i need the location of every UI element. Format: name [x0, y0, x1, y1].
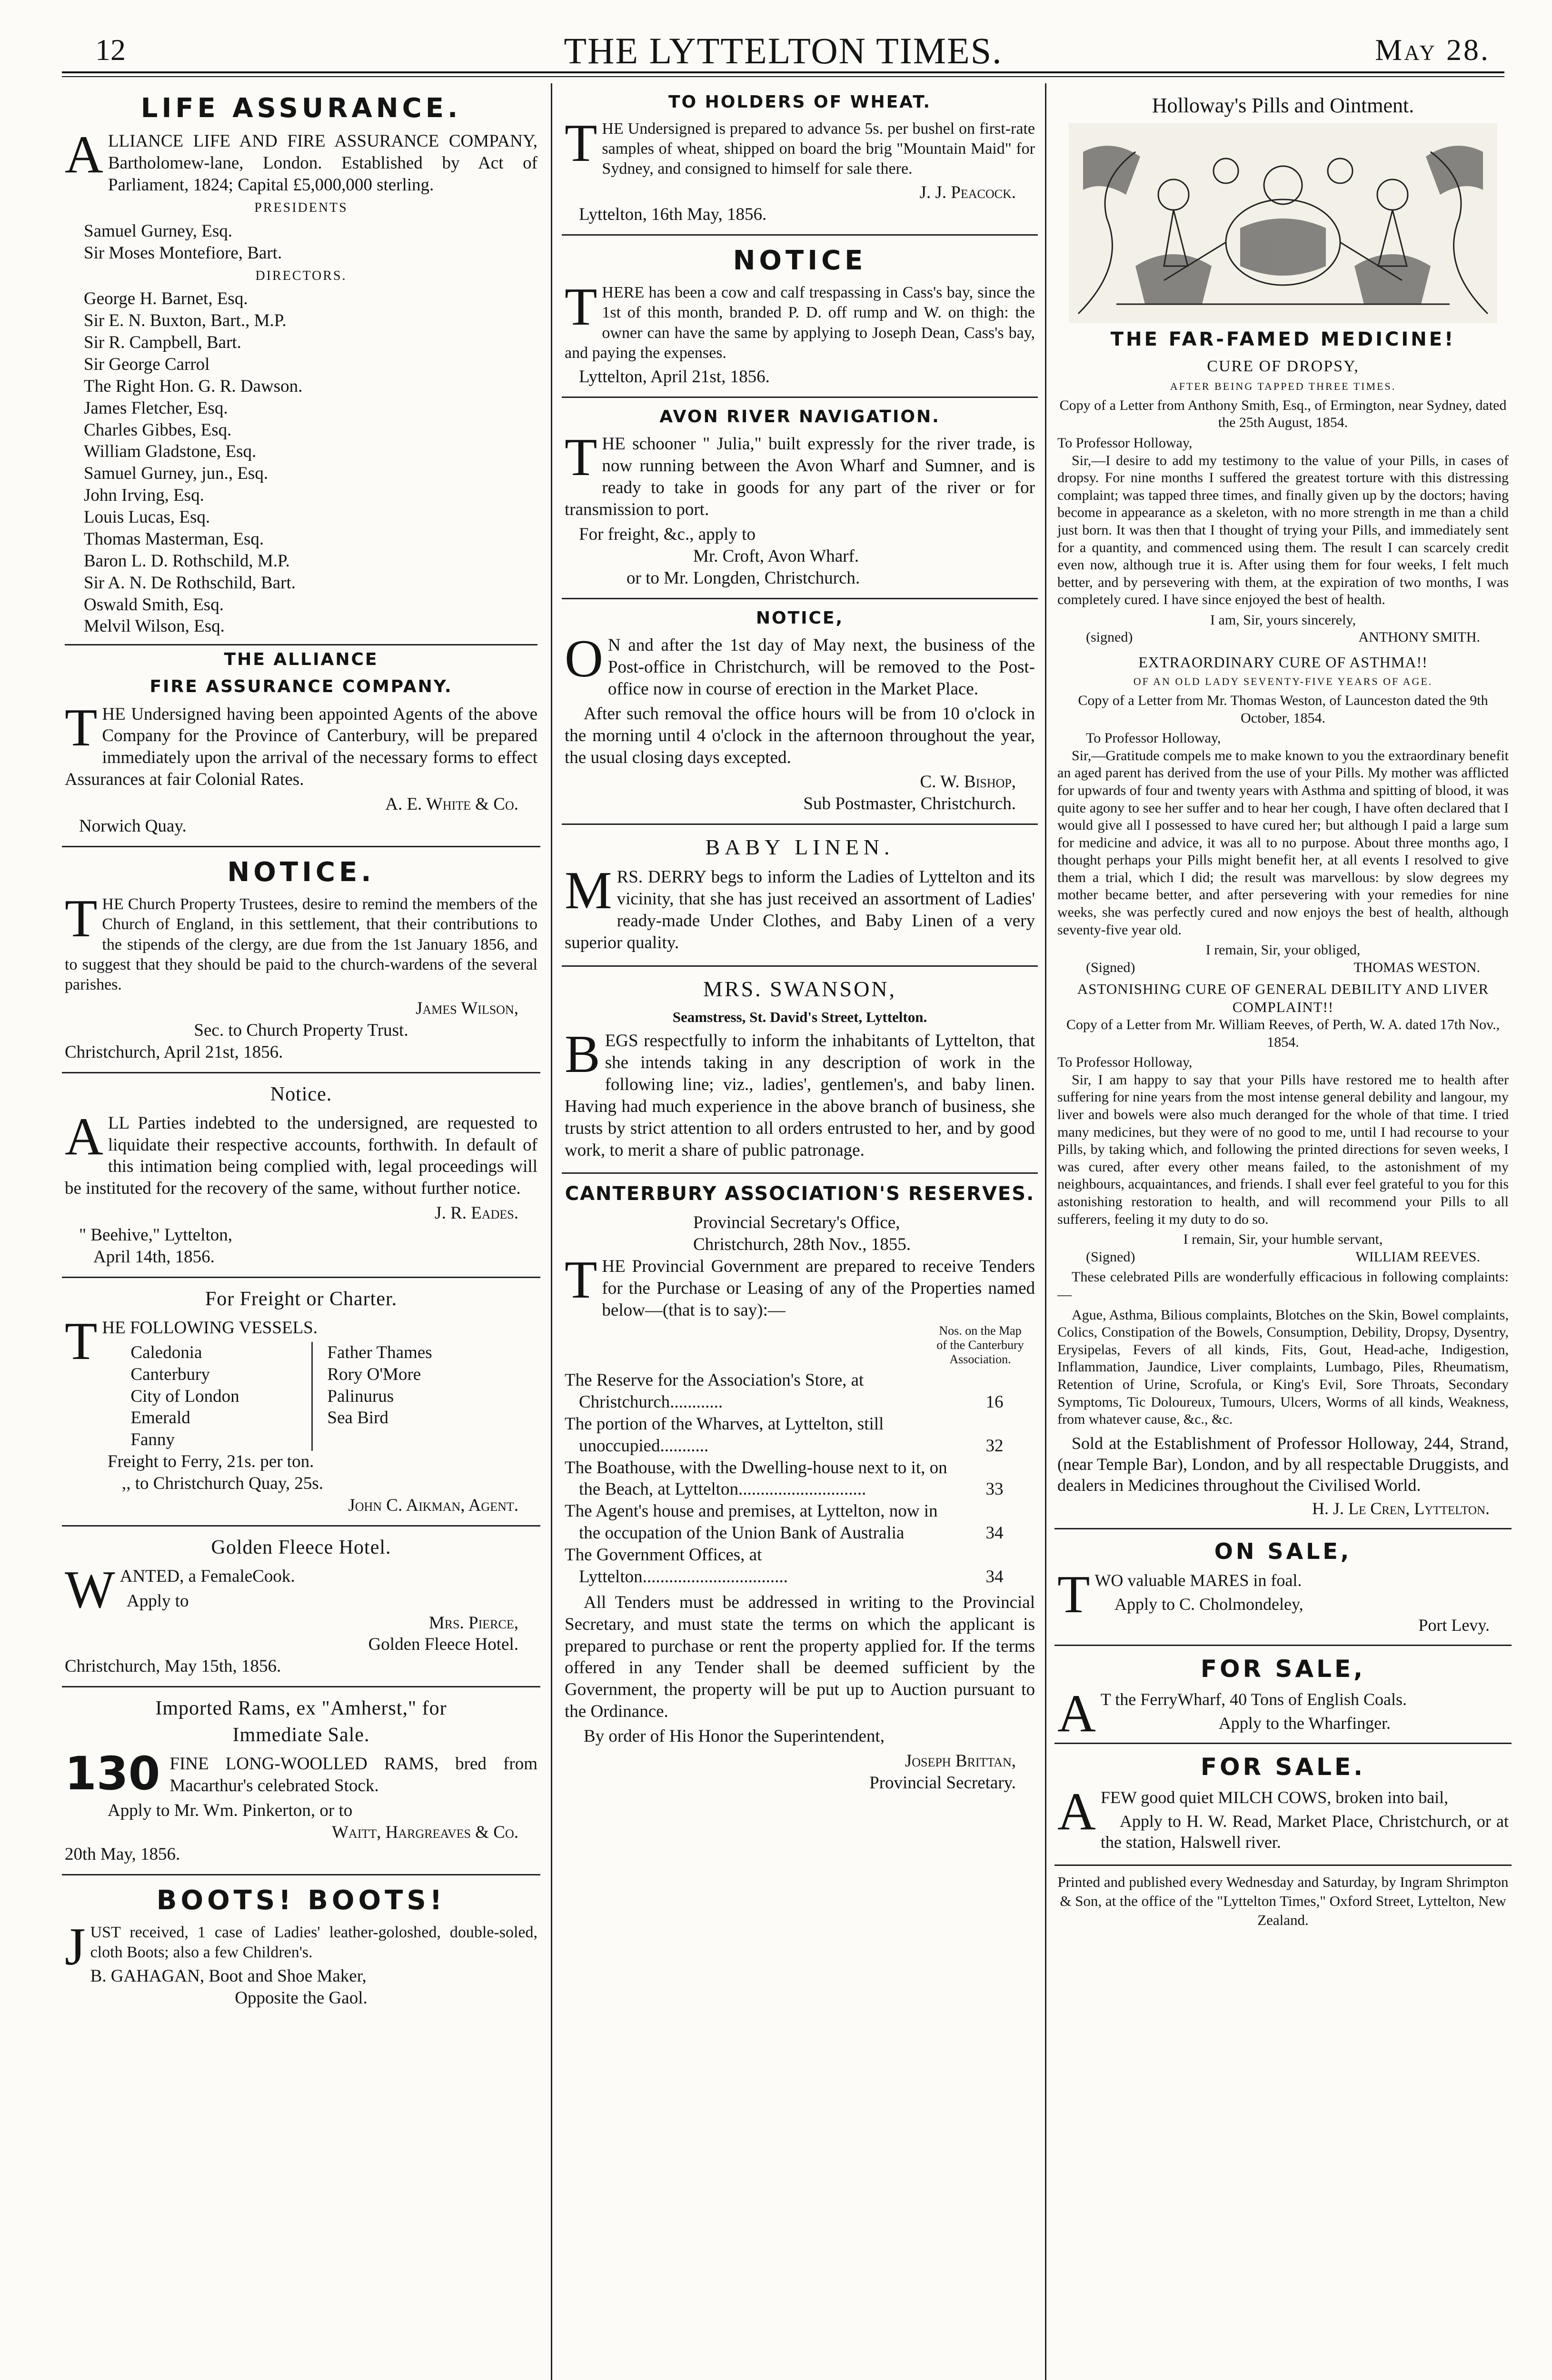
- signature-title: Sub Postmaster, Christchurch.: [803, 794, 1016, 814]
- list-item: Melvil Wilson, Esq.: [84, 616, 225, 636]
- letter-signature: (signed) ANTHONY SMITH.: [1086, 629, 1480, 645]
- ad-heading: NOTICE,: [756, 608, 844, 628]
- ad-body: THERE has been a cow and calf trespassing in Cass's bay, since the 1st of this month, branded P. D. off rump and W. on thigh: the owner can have the same by applying to Joseph Dean, Cass's bay, and paying the expenses.: [565, 278, 1035, 362]
- list-item: Louis Lucas, Esq.: [84, 507, 210, 527]
- list-item: Samuel Gurney, Esq.: [84, 221, 233, 241]
- ad-heading: FOR SALE,: [1200, 1655, 1366, 1683]
- directors-label: DIRECTORS.: [255, 268, 347, 283]
- list-item: James Fletcher, Esq.: [84, 398, 228, 418]
- cure-subtitle: OF AN OLD LADY SEVENTY-FIVE YEARS OF AGE.: [1133, 675, 1433, 688]
- dateline: Christchurch, 28th Nov., 1855.: [693, 1234, 911, 1254]
- letter-close: I remain, Sir, your obliged,: [1205, 942, 1361, 958]
- letter-body: Sir,—I desire to add my testimony to the value of your Pills, in cases of dropsy. For nine months I suffered the greatest torture with this distressing complaint; was tapped three times, and finally given up by the doctors; having become in appearance as a skeleton, with no more strength in me than a child just born. It was then that I thought of trying your Pills, and immediately sent for a quantity, and commenced using them. The result I can scarcely credit even now, although true it is. After using them for four weeks, I felt much better, and by persevering with them, at the expiration of two months, I was completely cured. I have since enjoyed the best of health.: [1057, 452, 1509, 608]
- medicine-engraving-illustration: [1069, 123, 1497, 323]
- cure-title: EXTRAORDINARY CURE OF ASTHMA!!: [1138, 654, 1428, 671]
- list-item: Sir Moses Montefiore, Bart.: [84, 243, 282, 263]
- life-assurance-ad: [62, 83, 540, 847]
- address: Port Levy.: [1418, 1616, 1490, 1635]
- signature: Mrs. Pierce,: [428, 1613, 518, 1633]
- cure-subtitle: AFTER BEING TAPPED THREE TIMES.: [1170, 380, 1396, 392]
- ad-heading: ON SALE,: [1214, 1538, 1352, 1565]
- ad-heading: Golden Fleece Hotel.: [211, 1536, 391, 1558]
- list-item: The Reserve for the Association's Store, at Christchurch............ 16: [565, 1370, 1004, 1412]
- alliance-subheading: FIRE ASSURANCE COMPANY.: [149, 676, 453, 696]
- freight-rate: ,, to Christchurch Quay, 25s.: [122, 1474, 324, 1493]
- apply-line: Apply to Mr. Wm. Pinkerton, or to: [108, 1801, 353, 1821]
- letter-intro: Copy of a Letter from Mr. William Reeves, of Perth, W. A. dated 17th Nov., 1854.: [1066, 1017, 1500, 1050]
- ad-body: AT the FerryWharf, 40 Tons of English Coals.: [1057, 1684, 1407, 1744]
- freight-rate: Freight to Ferry, 21s. per ton.: [108, 1452, 314, 1472]
- list-item: The Boathouse, with the Dwelling-house next to it, on the Beach, at Lyttelton............................. 33: [565, 1458, 1004, 1499]
- boots-ad: [62, 1875, 540, 2018]
- debt-notice-ad: [62, 1073, 540, 1278]
- apply-line: Apply to: [127, 1591, 189, 1611]
- office-line: Provincial Secretary's Office,: [693, 1213, 900, 1232]
- freight-ad: [62, 1278, 540, 1527]
- ad-heading: Notice.: [270, 1083, 332, 1105]
- dateline: Christchurch, April 21st, 1856.: [65, 1042, 283, 1062]
- list-item: The portion of the Wharves, at Lyttelton, still unoccupied........... 32: [565, 1414, 1004, 1456]
- letter-close: I remain, Sir, your humble servant,: [1183, 1231, 1383, 1248]
- column-3: [1055, 83, 1512, 2380]
- ad-heading: TO HOLDERS OF WHEAT.: [668, 92, 931, 112]
- signature: James Wilson,: [416, 998, 518, 1018]
- letter-salutation: To Professor Holloway,: [1086, 730, 1221, 746]
- column-1: [62, 83, 540, 2380]
- dateline: Christchurch, May 15th, 1856.: [65, 1656, 281, 1676]
- list-item: Canterbury: [130, 1364, 210, 1384]
- ad-subheading: Immediate Sale.: [232, 1724, 370, 1746]
- ad-body: All Tenders must be addressed in writing to the Provincial Secretary, and must state the terms on which the applicant is prepared to purchase or rent the property applied for. If the terms offered in any Tender shall be deemed sufficient by the Government, the property will be put up to Auction pursuant to the Ordinance.: [565, 1592, 1035, 1722]
- list-item: Thomas Masterman, Esq.: [84, 529, 264, 549]
- ad-body: ALLIANCE LIFE AND FIRE ASSURANCE COMPANY, Bartholomew-lane, London. Established by Act of Parliament, 1824; Capital £5,000,000 sterling.: [65, 125, 537, 195]
- ad-body: 130 FINE LONG-WOOLLED RAMS, bred from Macarthur's celebrated Stock.: [65, 1747, 537, 1801]
- sold-at: Sold at the Establishment of Professor Holloway, 244, Strand, (near Temple Bar), London, and by all respectable Druggists, and dealers in Medicines throughout the Civilised World.: [1057, 1433, 1509, 1495]
- printer-imprint: Printed and published every Wednesday and Saturday, by Ingram Shrimpton & Son, at the office of the "Lyttelton Times," Oxford Street, Lyttelton, New Zealand.: [1057, 1873, 1509, 1929]
- masthead: [62, 24, 1504, 71]
- baby-linen-ad: [562, 825, 1038, 967]
- list-item: The Right Hon. G. R. Dawson.: [84, 376, 303, 396]
- complaints-intro: These celebrated Pills are wonderfully efficacious in following complaints:—: [1057, 1269, 1509, 1302]
- apply-line: Apply to the Wharfinger.: [1218, 1714, 1391, 1733]
- signature: B. GAHAGAN, Boot and Shoe Maker,: [90, 1966, 367, 1986]
- signature-title: Sec. to Church Property Trust.: [194, 1020, 408, 1040]
- letter-salutation: To Professor Holloway,: [1057, 435, 1193, 451]
- signature: J. J. Peacock.: [919, 183, 1016, 203]
- ad-body: THE Undersigned is prepared to advance 5s. per bushel on first-rate samples of wheat, shipped on board the brig "Mountain Maid" for Sydney, and consigned to himself for sale there.: [565, 113, 1035, 178]
- signature: Joseph Brittan,: [905, 1751, 1016, 1771]
- ad-heading: For Freight or Charter.: [205, 1288, 398, 1310]
- letter-body: Sir,—Gratitude compels me to make known to you the extraordinary benefit an aged parent has derived from the use of your Pills. My mother was afflicted for upwards of four and twenty years with Asthma and spitting of blood, it was quite agony to see her suffer and to hear her cough, I have often declared that I would give all I possessed to have cured her; but although I paid a large sum for medicine and advice, it was all to no purpose. About three months ago, I thought perhaps your Pills might benefit her, at all events I resolved to give them a trial, which I did; the result was marvellous: by slow degrees my mother became better, and after persevering with your remedies for nine weeks, she was perfectly cured and now enjoys the best of health, although seventy-five year old.: [1057, 747, 1509, 938]
- ad-body: WANTED, a FemaleCook.: [65, 1560, 295, 1619]
- cure-title: CURE OF DROPSY,: [1207, 357, 1359, 376]
- dateline: 20th May, 1856.: [65, 1844, 180, 1864]
- issue-date: May 28.: [1375, 33, 1490, 67]
- directors-list: [65, 288, 537, 637]
- list-item: The Agent's house and premises, at Lyttelton, now in the occupation of the Union Bank of Australia 34: [565, 1501, 1004, 1543]
- ad-heading: BABY LINEN.: [705, 835, 895, 860]
- list-item: Samuel Gurney, jun., Esq.: [84, 464, 269, 484]
- alliance-heading: THE ALLIANCE: [224, 650, 378, 670]
- list-item: Sir A. N. De Rothschild, Bart.: [84, 573, 296, 593]
- list-item: Baron L. D. Rothschild, M.P.: [84, 551, 290, 571]
- complaints-list: Ague, Asthma, Bilious complaints, Blotches on the Skin, Bowel complaints, Colics, Constipation of the Bowels, Consumption, Debility, Dropsy, Dysentry, Erysipelas, Fevers of all kinds, Fits, Gout, Head-ache, Indigestion, Inflammation, Jaundice, Liver complaints, Lumbago, Piles, Rheumatism, Retention of Urine, Scrofula, or King's Evil, Sore Throats, Secondary Symptoms, Tic Doloureux, Tumours, Ulcers, Worms of all kinds, Weakness, from whatever cause, &c., &c.: [1057, 1307, 1509, 1428]
- agent-line: Mr. Croft, Avon Wharf.: [693, 546, 859, 566]
- list-item: Emerald: [130, 1408, 190, 1428]
- dateline: Lyttelton, 16th May, 1856.: [579, 204, 767, 224]
- dateline: Lyttelton, April 21st, 1856.: [579, 367, 770, 387]
- apply-line: Apply to H. W. Read, Market Place, Christchurch, or at the station, Halswell river.: [1100, 1811, 1509, 1852]
- ad-body: MRS. DERRY begs to inform the Ladies of Lyttelton and its vicinity, that she has just received an assortment of Ladies' ready-made Under Clothes, and Baby Linen of a very superior quality.: [565, 861, 1035, 952]
- ad-body: BEGS respectfully to inform the inhabitants of Lyttelton, that she intends taking in any description of work in the following line; viz., ladies', gentlemen's, and baby linen. Having had much experience in the above branch of business, she trusts by strict attention to all orders entrusted to her, and by good work, to merit a share of public patronage.: [565, 1025, 1035, 1160]
- ad-body: TWO valuable MARES in foal.: [1057, 1565, 1302, 1625]
- ad-body: AFEW good quiet MILCH COWS, broken into bail,: [1057, 1782, 1449, 1841]
- golden-fleece-ad: [62, 1527, 540, 1687]
- list-item: Oswald Smith, Esq.: [84, 595, 224, 615]
- address: " Beehive," Lyttelton,: [79, 1225, 233, 1245]
- ad-heading: AVON RIVER NAVIGATION.: [659, 407, 940, 426]
- letter-intro: Copy of a Letter from Mr. Thomas Weston, of Launceston dated the 9th October, 1854.: [1078, 692, 1488, 726]
- ad-body: THE FOLLOWING VESSELS.: [65, 1311, 318, 1371]
- signature: J. R. Eades.: [435, 1203, 518, 1223]
- signature-place: Golden Fleece Hotel.: [368, 1635, 518, 1655]
- cows-sale-ad: [1055, 1744, 1512, 1866]
- column-divider: [1045, 83, 1046, 2380]
- swanson-ad: [562, 967, 1038, 1174]
- cure-title: ASTONISHING CURE OF GENERAL DEBILITY AND LIVER COMPLAINT!!: [1077, 981, 1489, 1016]
- presidents-label: PRESIDENTS: [254, 200, 348, 216]
- tender-list: [565, 1369, 1035, 1588]
- ad-body: ON and after the 1st day of May next, the business of the Post-office in Christchurch, will be removed to the Post-office now in course of erection in the Market Place.: [565, 629, 1035, 699]
- agent-line: or to Mr. Longden, Christchurch.: [627, 568, 860, 588]
- signature: John C. Aikman, Agent.: [348, 1495, 518, 1515]
- ad-body: After such removal the office hours will be from 10 o'clock in the morning until 4 o'clock in the afternoon throughout the year, the usual closing days excepted.: [565, 704, 1035, 767]
- ad-heading: NOTICE.: [227, 856, 375, 888]
- rams-ad: [62, 1687, 540, 1875]
- signature-title: Provincial Secretary.: [869, 1773, 1016, 1793]
- map-number-label: Nos. on the Map of the Canterbury Association.: [936, 1324, 1024, 1367]
- vessel-list: [102, 1342, 537, 1451]
- letter-close: I am, Sir, yours sincerely,: [1210, 612, 1356, 628]
- ad-body: THE Church Property Trustees, desire to remind the members of the Church of England, in this settlement, that their contributions to the stipends of the clergy, are due from the 1st January 1856, and to suggest that they should be paid to the church-wardens of the several parishes.: [65, 889, 537, 993]
- ad-body: By order of His Honor the Superintendent,: [584, 1726, 885, 1746]
- list-item: Sir R. Campbell, Bart.: [84, 333, 241, 352]
- list-item: Rory O'More: [327, 1364, 421, 1384]
- letter-intro: Copy of a Letter from Anthony Smith, Esq., of Ermington, near Sydney, dated the 25th August, 1854.: [1059, 397, 1507, 431]
- list-item: Sir George Carrol: [84, 354, 210, 374]
- ad-body: JUST received, 1 case of Ladies' leather-goloshed, double-soled, cloth Boots; also a few Children's.: [65, 1917, 537, 1977]
- letter-signature: (Signed) WILLIAM REEVES.: [1086, 1249, 1480, 1265]
- ad-heading: BOOTS! BOOTS!: [156, 1884, 446, 1916]
- newspaper-title: THE LYTTELTON TIMES.: [564, 30, 1003, 71]
- church-notice-ad: [62, 847, 540, 1073]
- list-item: City of London: [130, 1386, 239, 1406]
- avon-river-ad: [562, 398, 1038, 599]
- list-item: William Gladstone, Esq.: [84, 442, 257, 462]
- letter-salutation: To Professor Holloway,: [1057, 1054, 1193, 1071]
- ad-subheading: THE FAR-FAMED MEDICINE!: [1110, 328, 1456, 350]
- list-item: Father Thames: [327, 1342, 432, 1362]
- ad-heading: Imported Rams, ex "Amherst," for: [155, 1697, 447, 1720]
- ad-heading: FOR SALE.: [1200, 1753, 1366, 1781]
- holloway-ad: [1055, 83, 1512, 1529]
- ram-count: 130: [65, 1747, 160, 1801]
- signature: A. E. White & Co.: [385, 794, 518, 814]
- list-item: Fanny: [130, 1430, 175, 1450]
- ad-body: THE schooner " Julia," built expressly for the river trade, is now running between the Avon Wharf and Sumner, and is ready to take in goods for any part of the river or for transmission to port.: [565, 428, 1035, 520]
- apply-line: Apply to C. Cholmondeley,: [1114, 1595, 1303, 1614]
- list-item: John Irving, Esq.: [84, 486, 204, 506]
- list-item: Charles Gibbes, Esq.: [84, 420, 232, 440]
- letter-body: Sir, I am happy to say that your Pills have restored me to health after suffering for nine years from the most intense general debility and langour, my liver and bowels were also much deranged for the whole of that time. I tried many medicines, but they were of no good to me, until I had recourse to your Pills, by taking which, and following the printed directions for seven weeks, I was cured, after every other means failed, to the astonishment of my neighbours, acquaintances, and friends. I shall ever feel grateful to you for this astonishing restoration to health, and will recommend your Pills to all sufferers, feeling it my duty to do so.: [1057, 1071, 1509, 1227]
- column-divider: [551, 83, 552, 2380]
- ad-heading: NOTICE: [733, 245, 867, 276]
- ad-body: ALL Parties indebted to the undersigned, are requested to liquidate their respective accounts, forthwith. In default of this intimation being complied with, legal proceedings will be instituted for the recovery of the same, without further notice.: [65, 1107, 537, 1199]
- ad-heading: CANTERBURY ASSOCIATION'S RESERVES.: [565, 1183, 1035, 1205]
- dateline: April 14th, 1856.: [93, 1247, 215, 1267]
- list-item: Palinurus: [327, 1386, 394, 1406]
- reserves-ad: [562, 1174, 1038, 1802]
- presidents-list: [65, 220, 537, 264]
- ad-heading: LIFE ASSURANCE.: [140, 93, 462, 124]
- masthead-rule: [62, 71, 1504, 77]
- ad-heading: MRS. SWANSON,: [703, 976, 897, 1001]
- coals-sale-ad: [1055, 1646, 1512, 1744]
- signature: Waitt, Hargreaves & Co.: [332, 1822, 518, 1842]
- apply-line: For freight, &c., apply to: [579, 524, 756, 544]
- ad-body: THE Provincial Government are prepared to receive Tenders for the Purchase or Leasing of any of the Properties named below—(that is to say):—: [565, 1250, 1035, 1320]
- address: Norwich Quay.: [79, 816, 187, 836]
- ad-heading: Holloway's Pills and Ointment.: [1152, 94, 1414, 117]
- column-2: [562, 83, 1038, 2380]
- list-item: The Government Offices, at Lyttelton................................. 34: [565, 1545, 1004, 1587]
- mares-sale-ad: [1055, 1529, 1512, 1646]
- address: Opposite the Gaol.: [235, 1988, 368, 2008]
- wheat-ad: [562, 83, 1038, 236]
- post-office-notice-ad: [562, 599, 1038, 825]
- list-item: George H. Barnet, Esq.: [84, 289, 248, 309]
- list-item: Sea Bird: [327, 1408, 388, 1428]
- signature: H. J. Le Cren, Lyttelton.: [1312, 1499, 1490, 1518]
- page-number: 12: [95, 33, 126, 67]
- ad-body: THE Undersigned having been appointed Agents of the above Company for the Province of Canterbury, will be prepared immediately upon the arrival of the necessary forms to effect Assurances at fair Colonial Rates.: [65, 698, 537, 790]
- ad-subheading: Seamstress, St. David's Street, Lyttelton.: [672, 1008, 927, 1025]
- trespass-notice-ad: [562, 236, 1038, 398]
- list-item: Caledonia: [130, 1342, 202, 1362]
- letter-signature: (Signed) THOMAS WESTON.: [1086, 959, 1480, 975]
- signature: C. W. Bishop,: [920, 772, 1016, 792]
- list-item: Sir E. N. Buxton, Bart., M.P.: [84, 311, 287, 331]
